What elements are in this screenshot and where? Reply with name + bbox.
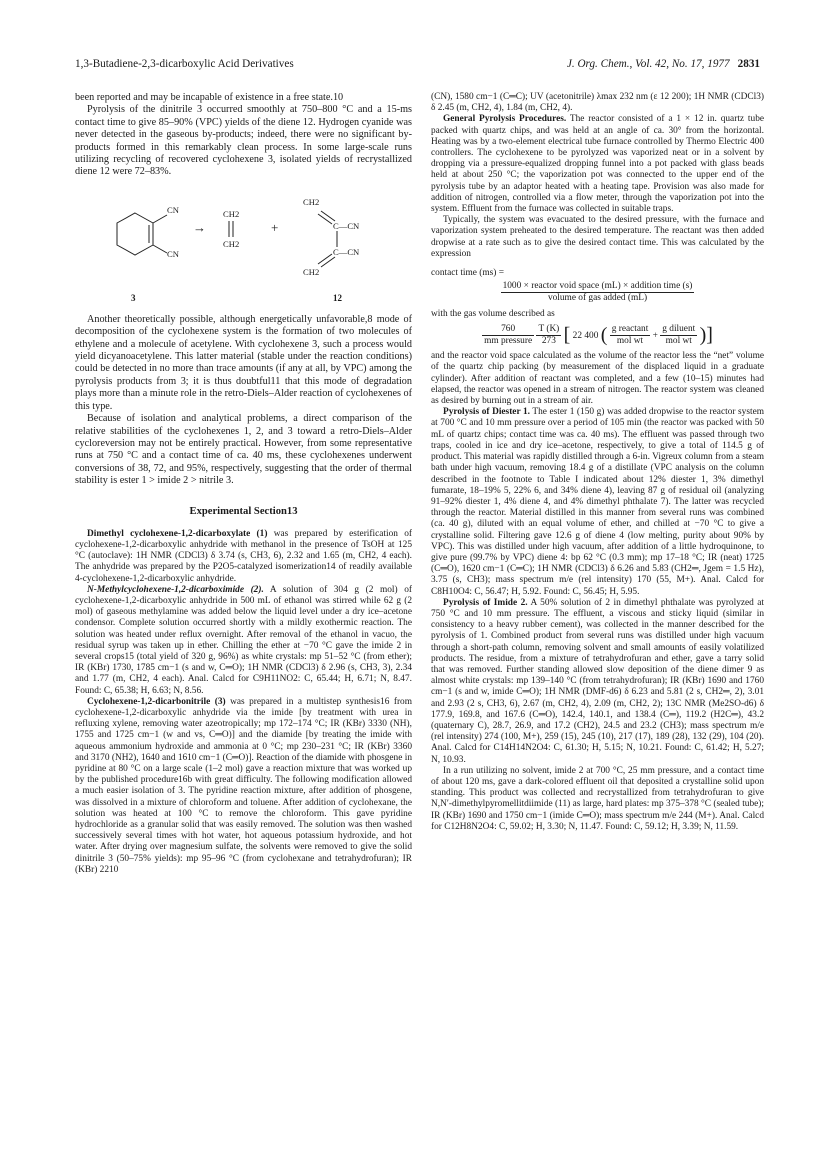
equation-constant: 22 400 (572, 330, 599, 341)
fraction-denominator: mol wt (665, 336, 692, 347)
paragraph-text: A 50% solution of 2 in dimethyl phthalate was pyrolyzed at 750 °C and 10 mm pressure. The effluent, a viscous and sticky liquid (similar in consistency to a heavy rubber cement), was collected in the manner described for the pyrolysis of 1. Combined product from several runs was distilled under high vacuum through a short-path column, removing solvent and small amounts of easily volatilized products. The residue, from a mixture of tetrahydrofuran and ether, gave a tarry solid that was removed. Further standing allowed slow deposition of the diene dimer 9 as almost white crystals: mp 139–140 °C (from tetrahydrofuran); IR (KBr) 1690 and 1760 cm−1 (s and w, imide C═O); 1H NMR (DMF-d6) δ 6.23 and 5.81 (2 s, CH2═, 2), 3.01 and 2.93 (2 s, CH3, 6), 2.67 (m, CH2, 4), 2.09 (m, CH2, 2); 13C NMR (Me2SO-d6) δ 177.9, 169.8, and 167.6 (C═O), 142.4, 140.1, and 138.4 (C═), 119.2 (H2C═), 43.2 (quaternary C), 28.7, 26.9, and 17.2 (CH2), 24.5 and 23.2 (CH3); mass spectrum m/e (rel intensity) 274 (100, M+), 259 (15), 245 (10), 217 (17), 189 (28), 132 (29), 104 (20). Anal. Calcd for C14H14N2O4: C, 61.30; H, 5.15; N, 10.21. Found: C, 61.42; H, 5.27; N, 10.93. (431, 597, 764, 765)
plus-sign: + (271, 219, 279, 235)
diene-ccn-label: C—CN (333, 246, 360, 257)
paragraph (431, 407, 764, 597)
paragraph: In a run utilizing no solvent, imide 2 at 700 °C, 25 mm pressure, and a contact time of about 120 ms, gave a dark-colored effluent oil that deposited a crystalline solid upon standing. This product was collected and recrystallized from tetrahydrofuran to give N,N′-dimethylpyromellitdiimide (11) as large, hard plates: mp 375–378 °C (sealed tube); IR (KBr) 1690 and 1750 cm−1 (imide C═O); mass spectrum m/e 244 (M+). Anal. Calcd for C12H8N2O4: C, 59.02; H, 3.30; N, 11.47. Found: C, 59.12; H, 3.39; N, 11.59. (431, 765, 764, 832)
paragraph-text: A solution of 304 g (2 mol) of cyclohexene-1,2-dicarboxylic anhydride in 500 mL of ethanol was stirred while 62 g (2 mol) of gaseous methylamine was added below the liquid level under a dry ice–acetone condensor. Complete solution occurred shortly with a mildly exothermic reaction. The solution was heated under reflux overnight. After removal of the ethanol in vacuo, the residual syrup was taken up in ether. Chilling the ether at −70 °C gave the imide 2 in several crops15 (total yield of 320 g, 96%) as white crystals: mp 51–52 °C (from ether); IR (KBr) 1730, 1785 cm−1 (s and w, C═O); 1H NMR (CDCl3) δ 2.96 (s, CH3, 3), 2.34 and 1.77 (m, CH2, 4 each). Anal. Calcd for C9H11NO2: C, 65.44; H, 6.71; N, 8.47. Found: C, 65.38; H, 6.63; N, 8.56. (75, 584, 412, 696)
paragraph-text: The reactor consisted of a 1 × 12 in. quartz tube packed with quartz chips, and was held at an angle of ca. 30° from the horizontal. Heating was by a two-element electrical tube furnace controlled by Thermo Electric 400 controllers. The cyclohexene to be pyrolyzed was vaporized neat or in a solvent by dropping via a pressure-equalized dropping funnel into a pot packed with glass beads held at about 250 °C; the vaporization pot was connected to the upper end of the pyrolysis tube by an adaptor heated with a heating tape. Provision was also made for addition of nitrogen, controlled via a flow meter, through the vaporization pot into the system. Effluent from the furnace was collected in suitable traps. (431, 114, 765, 215)
diene-ch2-label: CH2 (303, 196, 320, 207)
paragraph: been reported and may be incapable of existence in a free state.10 (75, 92, 344, 103)
paragraph-text: was prepared by esterification of cyclohexene-1,2-dicarboxylic anhydride with methanol in the presence of TsOH at 125 °C (autoclave): 1H NMR (CDCl3) δ 3.74 (s, CH3, 6), 2.32 and 1.65 (m, CH2, 4 each). The anhydride was prepared by the P2O5-catalyzed isomerization14 of readily available 4-cyclohexene-1,2-dicarboxylic anhydride. (75, 528, 413, 584)
contact-time-equation (431, 268, 764, 305)
paragraph (431, 114, 764, 215)
fraction-numerator: T (K) (536, 324, 561, 336)
paragraph: Typically, the system was evacuated to the desired pressure, with the furnace and vaporization system preheated to the desired temperature. The reactant was then added dropwise at a rate such as to give the desired contact time. This was calculated by the expression (431, 215, 764, 259)
running-title: 1,3-Butadiene-2,3-dicarboxylic Acid Derivatives (75, 58, 294, 70)
fraction-numerator: g reactant (610, 324, 651, 336)
fraction-denominator: mm pressure (484, 336, 533, 347)
paragraph: Pyrolysis of the dinitrile 3 occurred smoothly at 750–800 °C and a 15-ms contact time to give 85–90% (VPC) yields of the diene 12. Hydrogen cyanide was never detected in the gaseous by-products; indeed, there were no significant by-products formed in this remarkably clean process. In some large-scale runs utilizing recycling of recovered cyclohexene 3, isolated yields of recrystallized diene 12 were 72–83%. (75, 104, 412, 178)
journal-citation (567, 58, 760, 70)
fraction-denominator: mol wt (616, 336, 644, 347)
paragraph (75, 529, 412, 585)
fraction-denominator: 273 (541, 336, 556, 347)
paragraph (431, 598, 764, 766)
reaction-scheme (75, 185, 412, 310)
diene-ch2-label: CH2 (303, 266, 320, 277)
ethylene-ch2-label: CH2 (223, 238, 240, 249)
run-in-heading: N-Methylcyclohexene-1,2-dicarboximide (2). (87, 584, 264, 595)
paragraph (75, 585, 412, 697)
diene-ccn-label: C—CN (333, 220, 360, 231)
paragraph (75, 697, 412, 876)
run-in-heading: General Pyrolysis Procedures. (443, 114, 567, 125)
cn-label: CN (167, 248, 179, 259)
page-number: 2831 (737, 58, 760, 70)
left-column (75, 92, 412, 876)
paragraph: (CN), 1580 cm−1 (C═C); UV (acetonitrile) λmax 232 nm (ε 12 200); 1H NMR (CDCl3) δ 2.45 (m, CH2, 4), 1.84 (m, CH2, 4). (431, 92, 764, 114)
gas-volume-equation: $\frac{760}{\text{mm pressure}}$ $\frac{T (K)}{273}$ [ 22 400 ( $\frac{\text{g reactant}}{\text{mol wt}}$ + $\frac{\text{g diluent}}{\text{mol wt}}$ )] (484, 323, 713, 347)
fraction-numerator: 1000 × reactor void space (mL) × addition time (s) (501, 281, 695, 293)
right-column (431, 92, 764, 833)
equation-fraction (536, 324, 561, 347)
running-header (75, 58, 760, 74)
scheme-structures (75, 185, 412, 310)
run-in-heading: Dimethyl cyclohexene-1,2-dicarboxylate (1) (87, 528, 268, 539)
paragraph: Another theoretically possible, although energetically unfavorable,8 mode of decomposition of the cyclohexene system is the formation of two molecules of ethylene and a molecule of acetylene. With cyclohexene 3, such a process would yield dicyanoacetylene. This latter material (stable under the reaction conditions) could be detected in no more than trace amounts (if any at all, by VPC) among the pyrolysis products from 3; it is thus doubtful11 that this mode of degradation plays more than a minute role in the retro-Diels–Alder reaction of cyclohexenes of this type. (75, 313, 412, 412)
paragraph-text: The ester 1 (150 g) was added dropwise to the reactor system at 700 °C and 10 mm pressure over a period of 105 min (the reactor was packed with 50 mL of quartz chips; contact time was ca. 40 ms). The effluent was passed through two traps, cooled in ice and dry ice–acetone, respectively, to give a total of 114.5 g of product. This material was rapidly distilled through a 6-in. Vigreux column from a steam bath under high vacuum, removing 18.4 g of a distillate (VPC analysis on the column described in the footnote to Table I indicated about 12% diester 1, 3% dimethyl fumarate, 18–19% 5, 22% 6, and 34% diene 4), leaving 87 g of residual oil (analyzing 91–92% diester 1, 4% diene 4, and 4% dimethyl phthalate 7). The latter was recycled through the reactor. Material distilled in this manner from several runs was combined (ca. 40 g), diluted with an equal volume of ether, and chilled at −70 °C to give a crystalline solid. Filtering gave 12.6 g of diene 4 (low melting, purity about 90% by VPC). This was distilled under high vacuum, after addition of a little hydroquinone, to give pure (99.7% by VPC) diene 4: bp 62 °C (0.3 mm); mp 17–18 °C; IR (neat) 1725 (C═O), 1620 cm−1 (C═C); 1H NMR (CDCl3) δ 6.26 and 5.83 (CH2═, Jgem = 1.5 Hz), 3.75 (s, CH3); mass spectrum m/e (rel intensity) 170 (55, M+). Anal. Calcd for C8H10O4: C, 56.47; H, 5.92. Found: C, 56.45; H, 5.95. (431, 407, 764, 597)
compound-label-3: 3 (131, 292, 136, 303)
paragraph: Because of isolation and analytical problems, a direct comparison of the relative stabilities of the cyclohexenes 1, 2, and 3 toward a retro-Diels–Alder cycloreversion may not be entirely practical. However, from some representative runs at 750 °C and a contact time of ca. 40 ms, these cyclohexenes underwent conversions of 38, 72, and 95%, respectively, suggesting that the order of thermal stability is ester 1 > imide 2 > nitrile 3. (75, 413, 412, 487)
paragraph-text: was prepared in a multistep synthesis16 from cyclohexene-1,2-dicarboxylic anhydride via the imide [by treatment with urea in refluxing xylene, removing water azeotropically; mp 172–174 °C; IR (KBr) 3330 (NH), 1755 and 1725 cm−1 (w and vs, C═O)] and the diamide [by treating the imide with aqueous ammonium hydroxide and ammonia at 0 °C; mp 230–231 °C; IR (KBr) 3360 and 3170 (NH2), 1640 and 1610 cm−1 (C═O)]. Reaction of the diamide with phosgene in pyridine at 80 °C on a large scale (1–2 mol) gave a reaction mixture that was worked up by the published procedure16b with great difficulty. The following modification allowed a much easier isolation of 3. The pyridine reaction mixture, after addition of phosgene, was dissolved in a mixture of chloroform and toluene. After addition of cyclohexane, the solution was heated at 100 °C to remove the chloroform. This gave pyridine hydrochloride as a granular solid that was easily removed. The solution was then washed successively several times with hot water, hot aqueous potassium hydroxide, and hot water. After drying over magnesium sulfate, the solvents were removed to give the solid dinitrile 3 (50–75% yields): mp 95–96 °C (from cyclohexane and tetrahydrofuran); IR (KBr) 2210 (75, 696, 412, 875)
fraction-numerator: 760 (482, 324, 534, 336)
equation-fraction (501, 281, 695, 304)
reaction-arrow: → (193, 219, 206, 235)
ethylene-ch2-label: CH2 (223, 208, 240, 219)
equation-fraction (482, 324, 534, 347)
equation-fraction (610, 324, 651, 347)
run-in-heading: Cyclohexene-1,2-dicarbonitrile (3) (87, 696, 226, 707)
paragraph: with the gas volume described as (431, 308, 555, 319)
equation-lhs: contact time (ms) = (431, 268, 504, 279)
run-in-heading: Pyrolysis of Diester 1. (443, 407, 531, 418)
paragraph: and the reactor void space calculated as the volume of the reactor less the “net” volume of the quartz chip packing (by measurement of the displaced liquid in a graduate cylinder). After addition of reactant was completed, and a few (10–15) minutes had elapsed, the reactor was opened in a stream of nitrogen. The reactor system was cleaned as desired by burning out in a stream of air. (431, 351, 764, 407)
journal-name: J. Org. Chem., Vol. 42, No. 17, 1977 (566, 58, 730, 70)
compound-label-12: 12 (333, 292, 342, 303)
fraction-denominator: volume of gas added (mL) (547, 293, 648, 304)
run-in-heading: Pyrolysis of Imide 2. (443, 597, 528, 608)
section-title: Experimental Section13 (189, 505, 298, 517)
fraction-numerator: g diluent (660, 324, 697, 336)
cn-label: CN (167, 204, 179, 215)
equation-fraction (660, 324, 697, 347)
